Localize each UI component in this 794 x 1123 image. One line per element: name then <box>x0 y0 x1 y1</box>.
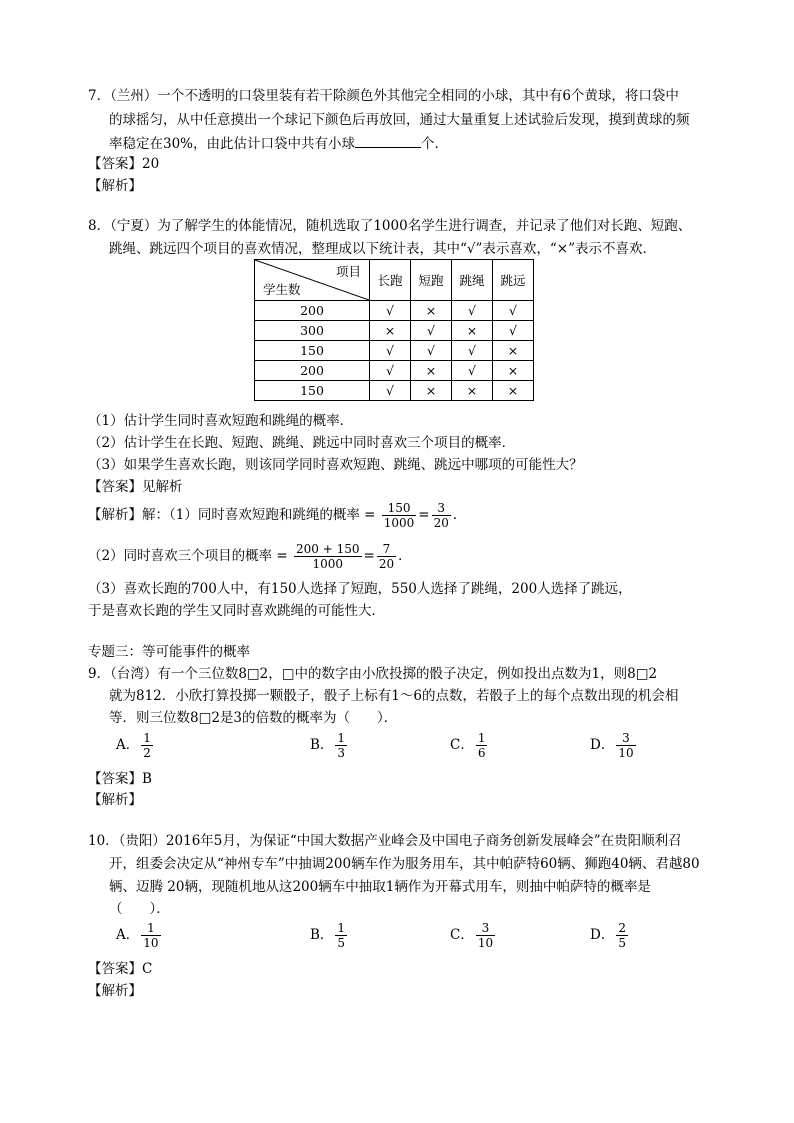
column-header: 跳绳 <box>452 260 493 301</box>
option-label: C． <box>450 737 474 753</box>
table-cell-mark: × <box>493 361 534 381</box>
table-cell-mark: × <box>370 321 411 341</box>
table-cell-count: 150 <box>255 341 370 361</box>
denominator: 10 <box>143 936 159 950</box>
table-header-row <box>255 260 534 301</box>
table-diagonal-header <box>255 260 370 301</box>
table-row <box>255 381 534 401</box>
q10-option-c <box>450 921 497 950</box>
fraction <box>382 501 417 530</box>
equals-sign: = <box>363 548 375 564</box>
column-header: 跳远 <box>493 260 534 301</box>
q10-answer: 【答案】C <box>88 961 153 977</box>
option-label: A． <box>116 927 140 943</box>
table-cell-count: 150 <box>255 381 370 401</box>
q8-answer: 【答案】见解析 <box>88 479 183 495</box>
option-label: C． <box>450 927 474 943</box>
denominator: 1000 <box>312 557 344 571</box>
period: ． <box>452 507 467 523</box>
q9-option-a <box>116 731 155 760</box>
option-label: B． <box>310 737 334 753</box>
numerator: 3 <box>432 501 451 516</box>
denominator: 5 <box>618 936 626 950</box>
table-cell-count: 200 <box>255 301 370 321</box>
column-header: 长跑 <box>370 260 411 301</box>
denominator: 10 <box>477 936 494 950</box>
q8-sub-2: （2）估计学生在长跑、短跑、跳绳、跳远中同时喜欢三个项目的概率． <box>88 435 516 451</box>
table-cell-mark: √ <box>493 301 534 321</box>
period: ． <box>398 548 412 564</box>
table-row <box>255 301 534 321</box>
q7-line-1: 7．（兰州）一个不透明的口袋里装有若干除颜色外其他完全相同的小球，其中有6个黄球，将口袋中 <box>88 88 679 104</box>
table-cell-mark: √ <box>411 321 452 341</box>
table-row <box>255 341 534 361</box>
numerator: 2 <box>618 921 626 935</box>
q7-line-3-text: 率稳定在30%，由此估计口袋中共有小球 <box>109 136 356 152</box>
fraction <box>616 921 628 950</box>
numerator: 1 <box>337 731 346 745</box>
denominator: 5 <box>337 936 346 950</box>
q10-line-4: （ ）． <box>109 901 170 917</box>
denominator: 20 <box>433 516 449 530</box>
q7-analysis: 【解析】 <box>88 178 142 194</box>
numerator: 3 <box>476 921 495 936</box>
table-cell-mark: × <box>452 321 493 341</box>
q9-analysis: 【解析】 <box>88 792 142 808</box>
numerator: 1 <box>143 731 151 745</box>
fraction <box>141 731 153 760</box>
q10-line-1: 10．（贵阳）2016年5月，为保证“中国大数据产业峰会及中国电子商务创新发展峰会”在贵阳顺利召 <box>88 833 682 849</box>
table-cell-count: 300 <box>255 321 370 341</box>
table-cell-mark: √ <box>452 341 493 361</box>
numerator: 200 + 150 <box>296 542 360 556</box>
fraction <box>377 542 396 571</box>
table-cell-mark: √ <box>370 301 411 321</box>
table-cell-mark: √ <box>370 341 411 361</box>
numerator: 7 <box>377 542 396 557</box>
numerator: 1 <box>141 921 160 936</box>
q9-answer: 【答案】B <box>88 771 152 787</box>
option-label: D． <box>590 737 615 753</box>
solution-1-text: 【解析】解：（1）同时喜欢短跑和跳绳的概率 = <box>88 507 376 523</box>
fraction <box>335 921 347 950</box>
option-label: B． <box>310 927 334 943</box>
q8-solution-1 <box>88 500 466 530</box>
table-cell-mark: × <box>493 381 534 401</box>
q9-option-d <box>590 731 638 760</box>
table-cell-mark: × <box>493 341 534 361</box>
q7-line-2: 的球摇匀，从中任意摸出一个球记下颜色后再放回，通过大量重复上述试验后发现，摸到黄球的频 <box>109 112 690 128</box>
table-cell-mark: × <box>452 381 493 401</box>
q8-sub-3: （3）如果学生喜欢长跑，则该同学同时喜欢短跑、跳绳、跳远中哪项的可能性大？ <box>88 457 583 473</box>
answer-blank <box>355 134 421 148</box>
option-label: D． <box>590 927 615 943</box>
q8-solution-3: （3）喜欢长跑的700人中，有150人选择了短跑，550人选择了跳绳，200人选择了跳远， <box>88 581 632 597</box>
q10-analysis: 【解析】 <box>88 983 142 999</box>
q10-option-b <box>310 921 349 950</box>
option-label: A． <box>116 737 140 753</box>
q8-line-2: 跳绳、跳远四个项目的喜欢情况，整理成以下统计表，其中“√”表示喜欢，“×”表示不喜欢． <box>109 241 657 257</box>
q7-line-3 <box>109 134 448 153</box>
denominator: 20 <box>378 557 395 571</box>
fraction <box>141 921 160 950</box>
numerator: 1 <box>337 921 346 935</box>
column-header: 短跑 <box>411 260 452 301</box>
table-cell-count: 200 <box>255 361 370 381</box>
denominator: 10 <box>618 746 634 760</box>
fraction <box>616 731 635 760</box>
table-cell-mark: √ <box>452 301 493 321</box>
q7-answer: 【答案】20 <box>88 156 160 172</box>
fraction <box>294 542 362 571</box>
table-row <box>255 321 534 341</box>
header-item: 项目 <box>335 264 361 279</box>
fraction <box>476 921 495 950</box>
fraction <box>432 501 451 530</box>
table-cell-mark: √ <box>452 361 493 381</box>
denominator: 3 <box>337 746 346 760</box>
table-cell-mark: × <box>411 381 452 401</box>
table-cell-mark: × <box>411 301 452 321</box>
table-cell-mark: √ <box>370 381 411 401</box>
solution-2-text: （2）同时喜欢三个项目的概率 = <box>88 548 288 564</box>
q9-option-b <box>310 731 349 760</box>
table-cell-mark: √ <box>370 361 411 381</box>
q8-line-1: 8．（宁夏）为了解学生的体能情况，随机选取了1000名学生进行调查，并记录了他们对长跑、短跑、 <box>88 218 692 234</box>
table-cell-mark: √ <box>411 341 452 361</box>
table-cell-mark: × <box>411 361 452 381</box>
q8-solution-3b: 于是喜欢长跑的学生又同时喜欢跳绳的可能性大． <box>88 603 385 619</box>
q10-option-a <box>116 921 163 950</box>
q10-option-d <box>590 921 630 950</box>
q9-line-2: 就为812．小欣打算投掷一颗骰子，骰子上标有1～6的点数，若骰子上的每个点数出现的机会相 <box>109 688 679 704</box>
denominator: 2 <box>143 746 151 760</box>
denominator: 1000 <box>383 516 415 530</box>
q8-solution-2 <box>88 541 412 571</box>
stats-table <box>254 259 534 401</box>
q10-line-2: 开，组委会决定从“神州专车”中抽调200辆车作为服务用车，其中帕萨特60辆、狮跑40辆、君越80 <box>109 856 700 872</box>
q9-line-1: 9．（台湾）有一个三位数8□2，□中的数字由小欣投掷的骰子决定，例如投出点数为1，则8□2 <box>88 666 658 682</box>
q9-line-3: 等．则三位数8□2是3的倍数的概率为（ ）． <box>109 710 398 726</box>
table-row <box>255 361 534 381</box>
q10-line-3: 辆、迈腾 20辆，现随机地从这200辆车中抽取1辆作为开幕式用车，则抽中帕萨特的概率是 <box>109 879 651 895</box>
numerator: 1 <box>477 731 486 745</box>
header-count: 学生数 <box>263 282 301 297</box>
fraction <box>476 731 488 760</box>
table-cell-mark: √ <box>493 321 534 341</box>
q8-sub-1: （1）估计学生同时喜欢短跑和跳绳的概率． <box>88 413 354 429</box>
section-title: 专题三：等可能事件的概率 <box>88 644 250 660</box>
numerator: 150 <box>382 501 417 516</box>
numerator: 3 <box>616 731 635 746</box>
fraction <box>335 731 347 760</box>
q7-line-3-end: 个． <box>421 136 449 152</box>
denominator: 6 <box>477 746 486 760</box>
equals-sign: = <box>418 507 430 523</box>
q9-option-c <box>450 731 489 760</box>
